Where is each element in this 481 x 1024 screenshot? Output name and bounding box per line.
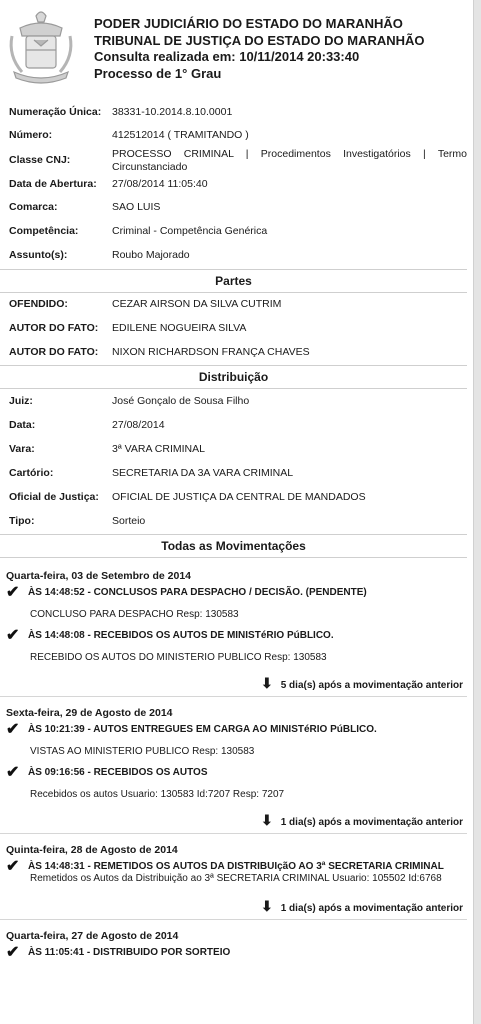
distribuicao-label: Tipo: (9, 515, 35, 527)
parte-name: CEZAR AIRSON DA SILVA CUTRIM (112, 298, 282, 310)
processo-grau: Processo de 1° Grau (94, 65, 222, 81)
interval-text: 1 dia(s) após a movimentação anterior (280, 817, 463, 828)
distribuicao-list (0, 389, 481, 528)
arrow-down-icon: ⬇ (260, 898, 273, 914)
movimentacao-desc: Remetidos os Autos da Distribuição ao 3ª SECRETARIA CRIMINAL Usuario: 105502 Id:6768 (30, 873, 442, 884)
field-row (0, 178, 481, 191)
distribuicao-row (0, 491, 481, 504)
scrollbar[interactable] (473, 0, 481, 1024)
movimentacao-title: ÀS 11:05:41 - DISTRIBUIDO POR SORTEIO (28, 947, 231, 958)
parte-label: AUTOR DO FATO: (9, 346, 99, 358)
field-label: Numeração Única: (9, 106, 102, 118)
page-header (0, 0, 481, 96)
processo-info (0, 106, 481, 262)
header-line-2: TRIBUNAL DE JUSTIÇA DO ESTADO DO MARANHÃO (94, 32, 425, 48)
distribuicao-row (0, 467, 481, 480)
distribuicao-label: Vara: (9, 443, 35, 455)
movimentacao-desc: Recebidos os autos Usuario: 130583 Id:7207 Resp: 7207 (30, 789, 285, 800)
partes-list (0, 293, 481, 359)
parte-name: EDILENE NOGUEIRA SILVA (112, 322, 247, 334)
movimentacao-date: Quinta-feira, 28 de Agosto de 2014 (6, 844, 178, 856)
distribuicao-label: Oficial de Justiça: (9, 491, 99, 503)
consulta-timestamp: Consulta realizada em: 10/11/2014 20:33:40 (94, 49, 360, 64)
interval-note (0, 897, 481, 915)
field-value: SAO LUIS (112, 201, 161, 213)
field-row (0, 129, 481, 142)
field-label: Número: (9, 129, 53, 141)
check-icon: ✔ (6, 627, 20, 644)
field-label: Classe CNJ: (9, 154, 71, 166)
interval-note (0, 811, 481, 829)
field-value: Roubo Majorado (112, 249, 190, 261)
check-icon: ✔ (6, 721, 20, 738)
coat-of-arms-icon (6, 6, 76, 86)
distribuicao-row (0, 515, 481, 528)
interval-text: 5 dia(s) após a movimentação anterior (280, 680, 463, 691)
parte-name: NIXON RICHARDSON FRANÇA CHAVES (112, 346, 310, 358)
parte-row (0, 322, 481, 335)
field-row (0, 249, 481, 262)
distribuicao-label: Cartório: (9, 467, 54, 479)
parte-row (0, 298, 481, 311)
distribuicao-value: SECRETARIA DA 3A VARA CRIMINAL (112, 467, 294, 479)
movimentacao-desc: VISTAS AO MINISTERIO PUBLICO Resp: 130583 (30, 746, 255, 757)
distribuicao-row (0, 443, 481, 456)
distribuicao-label: Juiz: (9, 395, 33, 407)
distribuicao-row (0, 419, 481, 432)
movimentacoes-header: Todas as Movimentações (0, 534, 467, 558)
parte-label: AUTOR DO FATO: (9, 322, 99, 334)
distribuicao-value: Sorteio (112, 515, 146, 527)
field-row (0, 106, 481, 119)
movimentacao-title: ÀS 10:21:39 - AUTOS ENTREGUES EM CARGA AO MINISTéRIO PúBLICO. (28, 724, 377, 735)
field-label: Data de Abertura: (9, 178, 97, 190)
field-row (0, 225, 481, 238)
header-line-1: PODER JUDICIÁRIO DO ESTADO DO MARANHÃO (94, 16, 403, 31)
distribuicao-header: Distribuição (0, 365, 467, 389)
distribuicao-row (0, 395, 481, 408)
movimentacao-title: ÀS 14:48:52 - CONCLUSOS PARA DESPACHO / DECISÃO. (PENDENTE) (28, 587, 367, 598)
distribuicao-value: OFICIAL DE JUSTIÇA DA CENTRAL DE MANDADOS (112, 491, 366, 503)
field-row (0, 148, 481, 174)
movimentacao-desc: CONCLUSO PARA DESPACHO Resp: 130583 (30, 609, 239, 620)
field-row (0, 201, 481, 214)
field-value: PROCESSO CRIMINAL | Procedimentos Investigatórios | Termo Circunstanciado (112, 148, 467, 173)
distribuicao-value: 27/08/2014 (112, 419, 165, 431)
distribuicao-value: 3ª VARA CRIMINAL (112, 443, 205, 455)
field-label: Assunto(s): (9, 249, 68, 261)
movimentacao-entry (0, 584, 481, 601)
movimentacao-date: Quarta-feira, 03 de Setembro de 2014 (6, 570, 191, 582)
partes-header: Partes (0, 269, 467, 293)
parte-label: OFENDIDO: (9, 298, 68, 310)
field-value: 27/08/2014 11:05:40 (112, 178, 208, 190)
movimentacao-title: ÀS 14:48:08 - RECEBIDOS OS AUTOS DE MINISTéRIO PúBLICO. (28, 630, 334, 641)
distribuicao-value: José Gonçalo de Sousa Filho (112, 395, 250, 407)
interval-note (0, 674, 481, 692)
arrow-down-icon: ⬇ (260, 812, 273, 828)
movimentacao-title: ÀS 14:48:31 - REMETIDOS OS AUTOS DA DISTRIBUIçãO AO 3ª SECRETARIA CRIMINAL (28, 861, 444, 872)
movimentacao-date: Sexta-feira, 29 de Agosto de 2014 (6, 707, 173, 719)
check-icon: ✔ (6, 764, 20, 781)
movimentacao-entry (0, 858, 481, 875)
interval-text: 1 dia(s) após a movimentação anterior (280, 903, 463, 914)
movimentacao-date: Quarta-feira, 27 de Agosto de 2014 (6, 930, 179, 942)
field-label: Comarca: (9, 201, 58, 213)
field-value: 38331-10.2014.8.10.0001 (112, 106, 233, 118)
field-label: Competência: (9, 225, 79, 237)
movimentacao-desc: RECEBIDO OS AUTOS DO MINISTERIO PUBLICO Resp: 130583 (30, 652, 327, 663)
movimentacao-title: ÀS 09:16:56 - RECEBIDOS OS AUTOS (28, 767, 208, 778)
check-icon: ✔ (6, 584, 20, 601)
parte-row (0, 346, 481, 359)
movimentacoes-list (0, 558, 481, 959)
arrow-down-icon: ⬇ (260, 675, 273, 691)
movimentacao-entry (0, 944, 481, 961)
distribuicao-label: Data: (9, 419, 36, 431)
check-icon: ✔ (6, 944, 20, 961)
movimentacao-entry (0, 721, 481, 738)
check-icon: ✔ (6, 858, 20, 875)
field-value: Criminal - Competência Genérica (112, 225, 268, 237)
movimentacao-entry (0, 627, 481, 644)
movimentacao-entry (0, 764, 481, 781)
field-value: 412512014 ( TRAMITANDO ) (112, 129, 249, 141)
